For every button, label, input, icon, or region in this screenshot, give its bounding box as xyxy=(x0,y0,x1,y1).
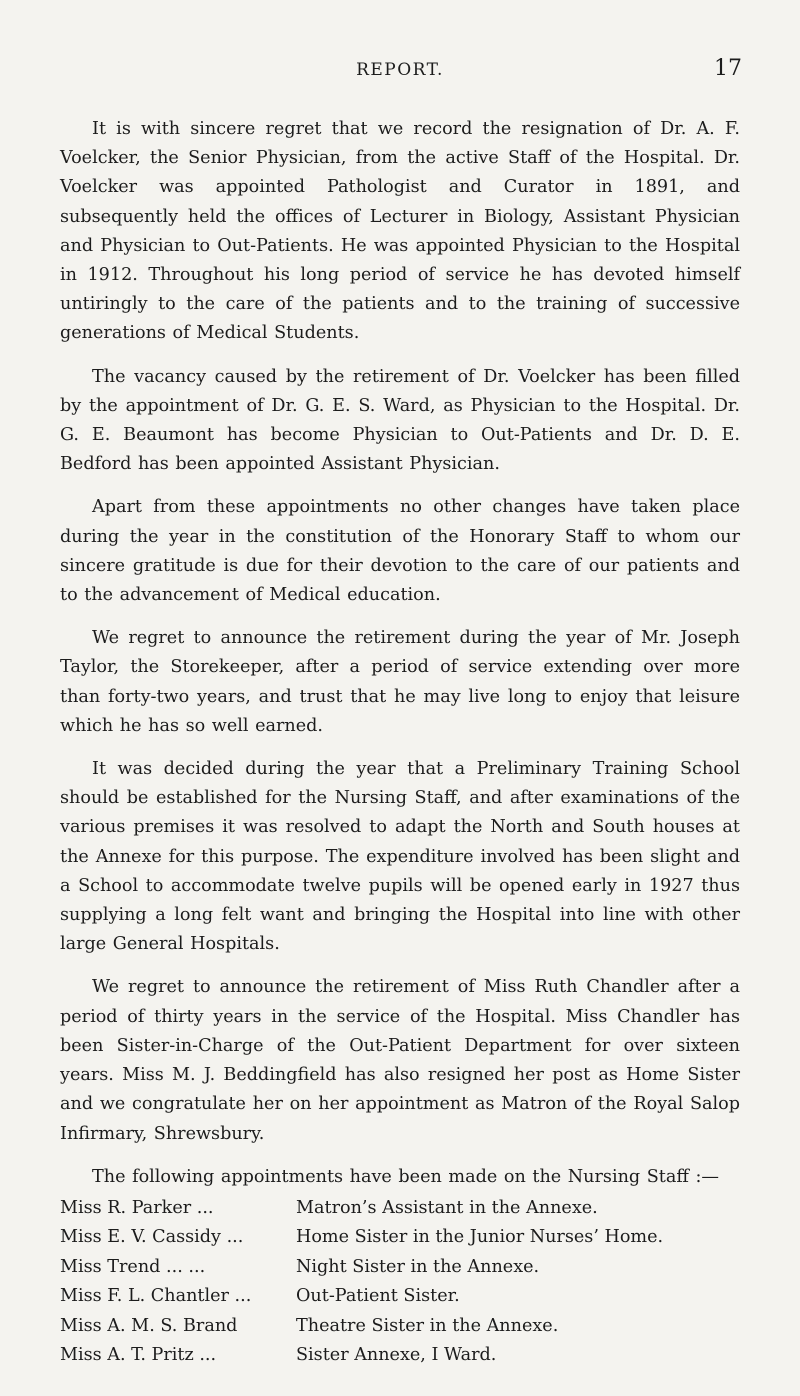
appointee-name: Miss A. M. S. Brand xyxy=(60,1315,238,1336)
paragraph-voelcker-resignation: It is with sincere regret that we record the resignation of Dr. A. F. Voelcker, the Senior Physician, from the active Staff of the Hospital. Dr. Voelcker was appointed Pathologist and Curator in 1891, and subsequently held the offices of Lecturer in Biology, Assistant Physician and Physician to Out-Patients. He was appointed Physician to the Hospital in 1912. Throughout his long period of service he has devoted himself untiringly to the care of the patients and to the training of successive generations of Medical Students. xyxy=(60,119,740,344)
appointment-row xyxy=(60,1194,740,1223)
appointment-row xyxy=(60,1282,740,1311)
paragraph-honorary-staff: Apart from these appointments no other changes have taken place during the year in the constitution of the Honorary Staff to whom our sincere gratitude is due for their devotion to the care of our patients and to the advancement of Medical education. xyxy=(60,497,740,606)
appointment-row xyxy=(60,1253,740,1282)
appointment-post: Matron’s Assistant in the Annexe. xyxy=(296,1197,598,1218)
appointment-post: Theatre Sister in the Annexe. xyxy=(296,1315,559,1336)
appointee-name: Miss F. L. Chantler ... xyxy=(60,1286,252,1307)
appointment-row xyxy=(60,1223,740,1252)
appointee-name: Miss Trend ... ... xyxy=(60,1256,206,1277)
appointee-name: Miss A. T. Pritz ... xyxy=(60,1344,217,1365)
appointee-name: Miss R. Parker ... xyxy=(60,1197,214,1218)
running-head xyxy=(0,58,800,88)
appointment-row xyxy=(60,1341,740,1370)
paragraph-vacancy: The vacancy caused by the retirement of Dr. Voelcker has been filled by the appointment of Dr. G. E. S. Ward, as Physician to the Hospital. Dr. G. E. Beaumont has become Physician to Out-Patients and Dr. D. E. Bedford has been appointed Assistant Physician. xyxy=(60,366,740,475)
page-number: 17 xyxy=(714,56,742,81)
paragraph-chandler-retirement: We regret to announce the retirement of Miss Ruth Chandler after a period of thirty years in the service of the Hospital. Miss Chandler has been Sister-in-Charge of the Out-Patient Department for over sixteen years. Miss M. J. Beddingfield has also resigned her post as Home Sister and we congratulate her on her appointment as Matron of the Royal Salop Infirmary, Shrewsbury. xyxy=(60,977,740,1144)
paragraph-appointments-intro: The following appointments have been made on the Nursing Staff :— xyxy=(92,1166,719,1187)
appointment-post: Out-Patient Sister. xyxy=(296,1286,460,1307)
appointment-post: Home Sister in the Junior Nurses’ Home. xyxy=(296,1227,664,1248)
appointee-name: Miss E. V. Cassidy ... xyxy=(60,1227,244,1248)
appointment-row xyxy=(60,1312,740,1341)
paragraph-training-school: It was decided during the year that a Preliminary Training School should be established for the Nursing Staff, and after examinations of the various premises it was resolved to adapt the North and South houses at the Annexe for this purpose. The expenditure involved has been slight and a School to accommodate twelve pupils will be opened early in 1927 thus supplying a long felt want and bringing the Hospital into line with other large General Hospitals. xyxy=(60,759,740,955)
report-body xyxy=(60,115,740,1370)
appointment-post: Sister Annexe, I Ward. xyxy=(296,1344,497,1365)
nursing-appointments-list xyxy=(60,1194,740,1370)
appointment-post: Night Sister in the Annexe. xyxy=(296,1256,540,1277)
running-title: REPORT. xyxy=(356,60,444,80)
paragraph-storekeeper-retirement: We regret to announce the retirement during the year of Mr. Joseph Taylor, the Storekeeper, after a period of service extending over more than forty-two years, and trust that he may live long to enjoy that leisure which he has so well earned. xyxy=(60,628,740,736)
